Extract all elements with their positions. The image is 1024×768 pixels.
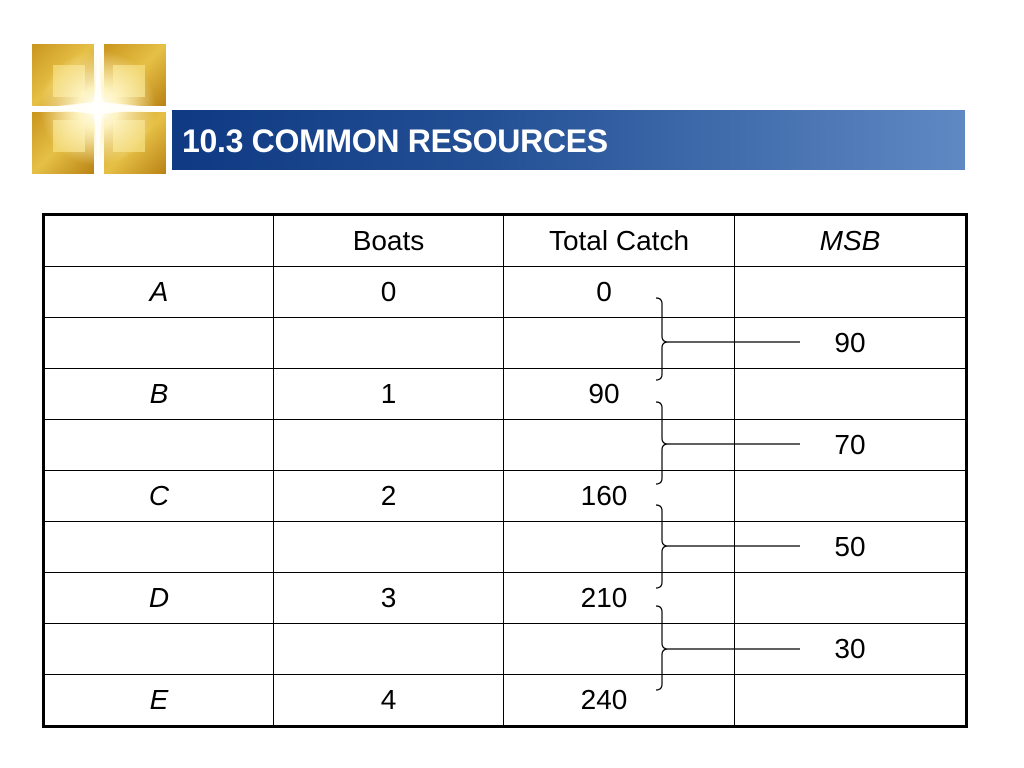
row-label xyxy=(44,624,274,675)
row-msb: 90 xyxy=(735,318,967,369)
row-label: C xyxy=(44,471,274,522)
header-total-catch: Total Catch xyxy=(504,215,735,267)
row-msb xyxy=(735,267,967,318)
row-msb xyxy=(735,471,967,522)
row-label xyxy=(44,420,274,471)
row-total-catch xyxy=(504,522,735,573)
row-label: A xyxy=(44,267,274,318)
row-total-catch xyxy=(504,624,735,675)
row-total-catch: 240 xyxy=(504,675,735,727)
row-msb: 50 xyxy=(735,522,967,573)
row-boats xyxy=(274,522,504,573)
table-row xyxy=(44,522,967,573)
header-msb: MSB xyxy=(735,215,967,267)
row-total-catch: 0 xyxy=(504,267,735,318)
table-header-row xyxy=(44,215,967,267)
row-msb xyxy=(735,573,967,624)
row-boats: 3 xyxy=(274,573,504,624)
table-row xyxy=(44,318,967,369)
row-total-catch: 160 xyxy=(504,471,735,522)
row-msb: 70 xyxy=(735,420,967,471)
row-total-catch xyxy=(504,318,735,369)
table-row xyxy=(44,420,967,471)
table-row xyxy=(44,267,967,318)
table-row xyxy=(44,471,967,522)
row-boats xyxy=(274,420,504,471)
row-boats xyxy=(274,624,504,675)
row-msb: 30 xyxy=(735,624,967,675)
table-row xyxy=(44,675,967,727)
table-row xyxy=(44,369,967,420)
row-label xyxy=(44,318,274,369)
row-msb xyxy=(735,369,967,420)
header-label xyxy=(44,215,274,267)
header-boats: Boats xyxy=(274,215,504,267)
row-label: B xyxy=(44,369,274,420)
row-total-catch: 210 xyxy=(504,573,735,624)
row-label xyxy=(44,522,274,573)
table-row xyxy=(44,624,967,675)
table-row xyxy=(44,573,967,624)
row-total-catch: 90 xyxy=(504,369,735,420)
row-boats: 2 xyxy=(274,471,504,522)
row-boats: 4 xyxy=(274,675,504,727)
row-label: D xyxy=(44,573,274,624)
row-label: E xyxy=(44,675,274,727)
row-boats: 1 xyxy=(274,369,504,420)
slide-title: 10.3 COMMON RESOURCES xyxy=(182,123,608,159)
common-resources-table xyxy=(42,213,968,728)
row-msb xyxy=(735,675,967,727)
row-boats xyxy=(274,318,504,369)
row-boats: 0 xyxy=(274,267,504,318)
row-total-catch xyxy=(504,420,735,471)
logo-icon xyxy=(28,40,170,178)
